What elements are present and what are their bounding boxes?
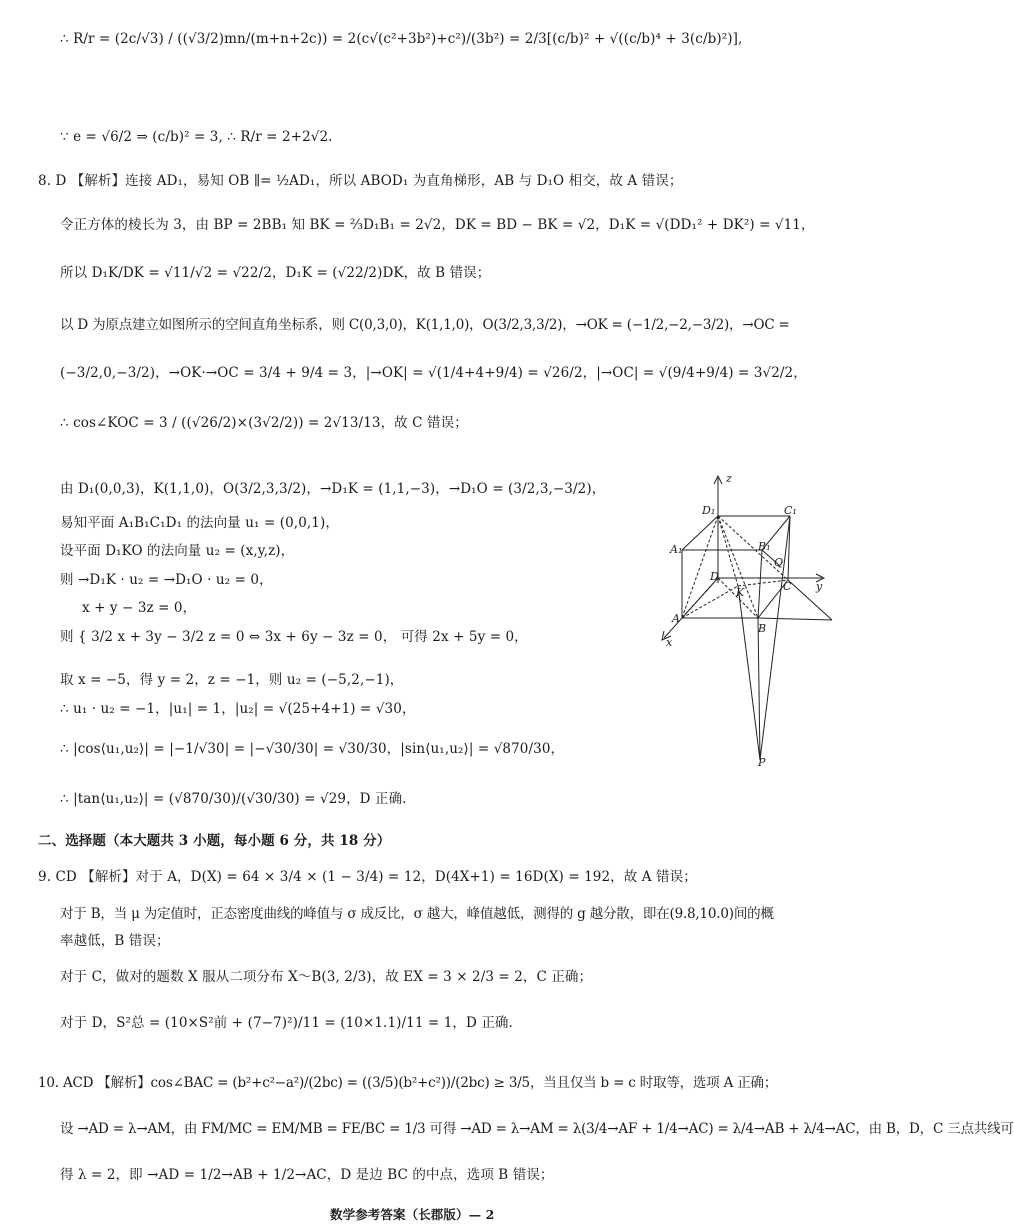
text-line: ∴ |tan⟨u₁,u₂⟩| = (√870/30)/(√30/30) = √29，D 正确. bbox=[60, 791, 407, 807]
text-line: ∴ |cos⟨u₁,u₂⟩| = |−1/√30| = |−√30/30| = √30/30，|sin⟨u₁,u₂⟩| = √870/30， bbox=[60, 741, 565, 757]
text-line: ∴ R/r = (2c/√3) / ((√3/2)mn/(m+n+2c)) = 2(c√(c²+3b²)+c²)/(3b²) = 2/3[(c/b)² + √((c/b)⁴ + 3(c/b)²)], bbox=[60, 31, 743, 47]
question-10-line: 10. ACD 【解析】cos∠BAC = (b²+c²−a²)/(2bc) = ((3/5)(b²+c²))/(2bc) ≥ 3/5，当且仅当 b = c 时取等，选项 A 正确； bbox=[38, 1075, 778, 1091]
text-line: ∴ cos∠KOC = 3 / ((√26/2)×(3√2/2)) = 2√13/13，故 C 错误； bbox=[60, 415, 468, 431]
text-line: 则 { 3/2 x + 3y − 3/2 z = 0 ⇔ 3x + 6y − 3z = 0， 可得 2x + 5y = 0， bbox=[60, 629, 528, 645]
label-C1: C₁ bbox=[784, 504, 797, 517]
text-line: 令正方体的棱长为 3，由 BP = 2BB₁ 知 BK = ⅔D₁B₁ = 2√2，DK = BD − BK = √2，D₁K = √(DD₁² + DK²) = √11， bbox=[60, 217, 815, 233]
text-line: (−3/2,0,−3/2)，→OK·→OC = 3/4 + 9/4 = 3，|→OK| = √(1/4+4+9/4) = √26/2，|→OC| = √(9/4+9/4) = 3√2/2， bbox=[60, 365, 807, 381]
text-line: ∵ e = √6/2 ⇒ (c/b)² = 3, ∴ R/r = 2+2√2. bbox=[60, 129, 333, 145]
label-Q: Q bbox=[774, 556, 784, 569]
label-C: C bbox=[783, 580, 792, 593]
text-line: 由 D₁(0,0,3)，K(1,1,0)，O(3/2,3,3/2)，→D₁K = (1,1,−3)，→D₁O = (3/2,3,−3/2)， bbox=[60, 481, 606, 497]
label-K: K bbox=[736, 586, 745, 599]
text-line: 设平面 D₁KO 的法向量 u₂ = (x,y,z)， bbox=[60, 543, 295, 559]
label-y: y bbox=[816, 580, 823, 593]
label-B1: B₁ bbox=[758, 540, 771, 553]
label-B: B bbox=[758, 622, 767, 635]
text-line: 取 x = −5，得 y = 2，z = −1，则 u₂ = (−5,2,−1)， bbox=[60, 672, 404, 688]
question-8-line: 8. D 【解析】连接 AD₁，易知 OB ∥= ½AD₁，所以 ABOD₁ 为直角梯形，AB 与 D₁O 相交，故 A 错误； bbox=[38, 173, 683, 189]
label-x: x bbox=[666, 636, 673, 649]
text-line: 则 →D₁K · u₂ = →D₁O · u₂ = 0， bbox=[60, 572, 273, 588]
text-line: 对于 B，当 μ 为定值时，正态密度曲线的峰值与 σ 成反比，σ 越大，峰值越低，测得的 g 越分散，即在(9.8,10.0)间的概 bbox=[60, 906, 774, 922]
text-line: 设 →AD = λ→AM，由 FM/MC = EM/MB = FE/BC = 1/3 可得 →AD = λ→AM = λ(3/4→AF + 1/4→AC) = λ/4→AB + λ/4→AC，由 B，D，C 三点共线可 bbox=[60, 1121, 1014, 1137]
text-line: x + y − 3z = 0， bbox=[82, 600, 197, 616]
cube-diagram bbox=[640, 468, 840, 768]
text-line: ∴ u₁ · u₂ = −1，|u₁| = 1，|u₂| = √(25+4+1) = √30， bbox=[60, 701, 416, 717]
label-D1: D₁ bbox=[702, 504, 716, 517]
label-A1: A₁ bbox=[670, 543, 683, 556]
text-line: 得 λ = 2，即 →AD = 1/2→AB + 1/2→AC，D 是边 BC 的中点，选项 B 错误； bbox=[60, 1167, 554, 1183]
text-line: 率越低，B 错误； bbox=[60, 933, 170, 949]
text-line: 易知平面 A₁B₁C₁D₁ 的法向量 u₁ = (0,0,1)， bbox=[60, 515, 339, 531]
label-z: z bbox=[726, 472, 732, 485]
text-line: 对于 C，做对的题数 X 服从二项分布 X～B(3, 2/3)，故 EX = 3 × 2/3 = 2，C 正确； bbox=[60, 969, 593, 985]
text-line: 所以 D₁K/DK = √11/√2 = √22/2，D₁K = (√22/2)DK，故 B 错误； bbox=[60, 265, 491, 281]
label-P: P bbox=[758, 756, 766, 769]
text-line: 对于 D，S²总 = (10×S²前 + (7−7)²)/11 = (10×1.1)/11 = 1，D 正确. bbox=[60, 1015, 513, 1031]
question-9-line: 9. CD 【解析】对于 A，D(X) = 64 × 3/4 × (1 − 3/4) = 12，D(4X+1) = 16D(X) = 192，故 A 错误； bbox=[38, 869, 697, 885]
page-footer: 数学参考答案（长郡版）— 2 bbox=[330, 1207, 495, 1222]
label-D: D bbox=[710, 570, 719, 583]
section-heading: 二、选择题（本大题共 3 小题，每小题 6 分，共 18 分） bbox=[38, 833, 391, 849]
text-line: 以 D 为原点建立如图所示的空间直角坐标系，则 C(0,3,0)，K(1,1,0)，O(3/2,3,3/2)，→OK = (−1/2,−2,−3/2)，→OC = bbox=[60, 317, 790, 333]
label-A: A bbox=[672, 612, 680, 625]
